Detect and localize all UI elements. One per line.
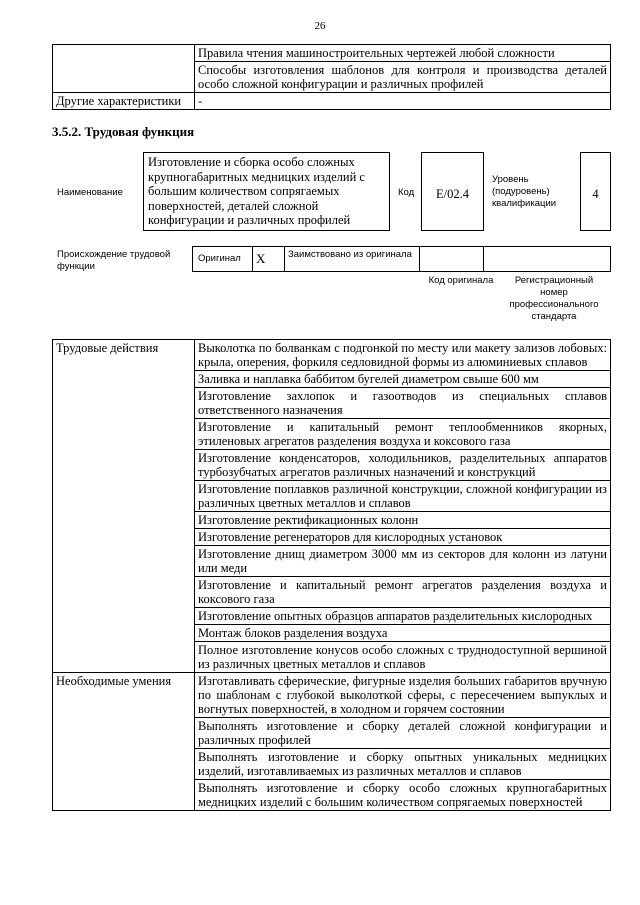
function-name: Изготовление и сборка особо сложных крупногабаритных медницких изделий с большим количеством сопрягаемых поверхностей, деталей сложной конфигурации и различных профилей: [148, 155, 365, 227]
labor-action-item: Выколотка по болванкам с подгонкой по месту или макету зализов лобовых: крыла, оперения, форкиля седловидной формы из алюминиевых сплавов: [195, 340, 611, 371]
skill-item: Выполнять изготовление и сборку деталей сложной конфигурации и различных профилей: [195, 718, 611, 749]
empty-label-cell: [53, 45, 195, 93]
table-row: [53, 673, 611, 718]
labor-function-table: [52, 339, 611, 811]
labor-action-item: Заливка и наплавка баббитом бугелей диаметром свыше 600 мм: [195, 371, 611, 388]
reg-number-caption: Регистрационный номер профессионального стандарта: [509, 275, 599, 322]
level-box: [580, 152, 611, 231]
original-label: Оригинал: [193, 247, 253, 272]
name-label: Наименование: [57, 187, 123, 198]
skill-item: Выполнять изготовление и сборку особо сложных крупногабаритных медницких изделий с большим количеством сопрягаемых поверхностей: [195, 780, 611, 811]
labor-action-item: Изготовление опытных образцов аппаратов разделительных кислородных: [195, 608, 611, 625]
code-label: Код: [398, 187, 415, 198]
labor-action-item: Изготовление и капитальный ремонт агрегатов разделения воздуха и коксового газа: [195, 577, 611, 608]
section-heading: 3.5.2. Трудовая функция: [52, 124, 195, 139]
code-box: [421, 152, 484, 231]
code-value: E/02.4: [436, 187, 469, 201]
table-row: [53, 93, 611, 110]
skill-item: Выполнять изготовление и сборку опытных уникальных медницких изделий, изготавливаемых из различных металлов и сплавов: [195, 749, 611, 780]
skill-item: Изготавливать сферические, фигурные изделия больших габаритов вручную по шаблонам с глубокой выколоткой сферы, с пересечением выпуклых и вогнутых поверхностей, в холодном и горячем состоянии: [195, 673, 611, 718]
labor-action-item: Монтаж блоков разделения воздуха: [195, 625, 611, 642]
table-cell: -: [195, 93, 611, 110]
function-name-box: [143, 152, 390, 231]
reg-number-cell: [484, 247, 611, 272]
other-characteristics-label: Другие характеристики: [53, 93, 195, 110]
labor-action-item: Полное изготовление конусов особо сложных с труднодоступной вершиной из различных цветных металлов и сплавов: [195, 642, 611, 673]
table-cell: Правила чтения машиностроительных чертежей любой сложности: [195, 45, 611, 62]
table-row: [53, 45, 611, 62]
level-value: 4: [592, 187, 599, 201]
labor-action-item: Изготовление и капитальный ремонт теплообменников якорных, этиленовых агрегатов разделения воздуха и коксового газа: [195, 419, 611, 450]
skills-label: Необходимые умения: [53, 673, 195, 811]
level-label: Уровень (подуровень) квалификации: [492, 174, 557, 209]
labor-action-item: Изготовление поплавков различной конструкции, сложной конфигурации из различных цветных металлов и сплавов: [195, 481, 611, 512]
labor-action-item: Изготовление конденсаторов, холодильников, разделительных аппаратов турбозубчатых агрегатов различных назначений и конструкций: [195, 450, 611, 481]
labor-action-item: Изготовление днищ диаметром 3000 мм из секторов для колонн из латуни или меди: [195, 546, 611, 577]
labor-action-item: Изготовление регенераторов для кислородных установок: [195, 529, 611, 546]
code-original-cell: [420, 247, 484, 272]
labor-actions-label: Трудовые действия: [53, 340, 195, 673]
table-row: [193, 247, 611, 272]
labor-action-item: Изготовление ректификационных колонн: [195, 512, 611, 529]
table-row: [53, 340, 611, 371]
origin-table: [192, 246, 611, 272]
original-mark: X: [253, 247, 285, 272]
top-characteristics-table: [52, 44, 611, 110]
table-cell: Способы изготовления шаблонов для контроля и производства деталей особо сложной конфигурации и различных профилей: [195, 62, 611, 93]
origin-label: Происхождение трудовой функции: [57, 249, 171, 272]
labor-action-item: Изготовление захлопок и газоотводов из специальных сплавов ответственного назначения: [195, 388, 611, 419]
code-original-caption: Код оригинала: [428, 275, 494, 286]
borrowed-label: Заимствовано из оригинала: [285, 247, 420, 272]
page-number: 26: [314, 20, 326, 32]
